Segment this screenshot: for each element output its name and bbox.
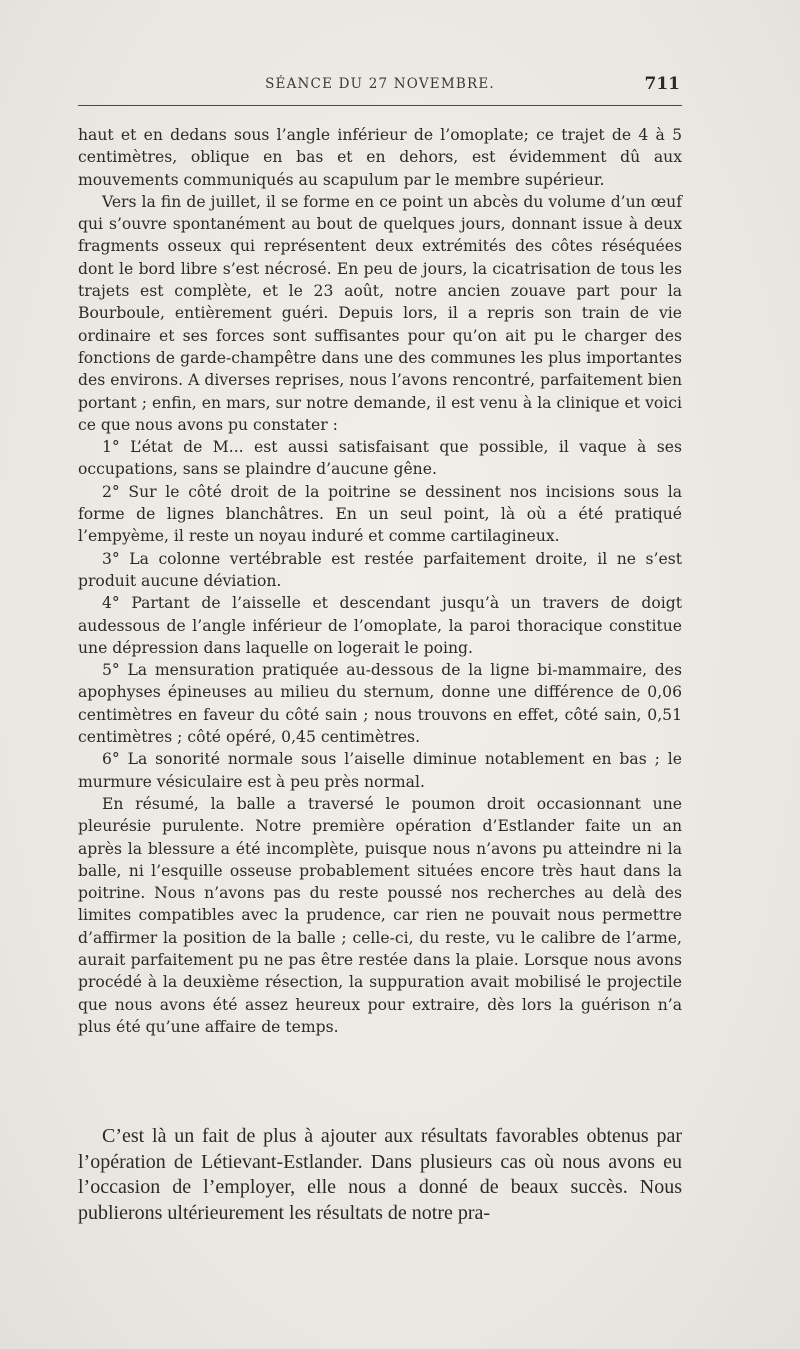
list-item-1: 1° L’état de M... est aussi satisfaisant que possible, il vaque à ses occupations, sans se plaindre d’aucune gêne. bbox=[78, 438, 682, 479]
paragraph-continued: haut et en dedans sous l’angle inférieur de l’omoplate; ce trajet de 4 à 5 centimètres, oblique en bas et en dehors, est évidemment dû aux mouvements communiqués au scapulum par le membre supérieur. bbox=[78, 126, 682, 189]
list-item-2: 2° Sur le côté droit de la poitrine se dessinent nos incisions sous la forme de lignes blanchâtres. En un seul point, là où a été pratiqué l’empyème, il reste un noyau induré et comme cartilagineux. bbox=[78, 482, 682, 546]
running-title: SÉANCE DU 27 NOVEMBRE. bbox=[265, 76, 495, 92]
summary-paragraph: En résumé, la balle a traversé le poumon droit occasionnant une pleurésie purulente. Notre première opération d’Estlander faite un an après la blessure a été incomplète, puisque nous n’avons pu atteindre ni la balle, ni l’esquille osseuse probablement situées encore très haut dans la poitrine. Nous n’avons pas du reste poussé nos recherches au delà des limites compatibles avec la prudence, car rien ne pouvait nous permettre d’affirmer la position de la balle ; celle-ci, du reste, vu le calibre de l’arme, aurait parfaitement pu ne pas être restée dans la plaie. Lorsque nous avons procédé à la deuxième résection, la suppuration avait mobilisé le projectile que nous avons été assez heureux pour extraire, dès lors la guérison n’a plus été qu’une affaire de temps. bbox=[78, 794, 682, 1036]
header-rule bbox=[78, 105, 682, 106]
list-item-5: 5° La mensuration pratiquée au-dessous de la ligne bi-mammaire, des apophyses épineuses au milieu du sternum, donne une différence de 0,06 centimètres en faveur du côté sain ; nous trouvons en effet, côté sain, 0,51 centimètres ; côté opéré, 0,45 centimètres. bbox=[78, 661, 682, 747]
main-text bbox=[78, 124, 682, 1038]
paragraph: Vers la fin de juillet, il se forme en ce point un abcès du volume d’un œuf qui s’ouvre spontanément au bout de quelques jours, donnant issue à deux fragments osseux qui représentent deux extrémités des côtes réséquées dont le bord libre s’est nécrosé. En peu de jours, la cicatrisation de tous les trajets est complète, et le 23 août, notre ancien zouave part pour la Bourboule, entièrement guéri. Depuis lors, il a repris son train de vie ordinaire et ses forces sont suffisantes pour qu’on ait pu le charger des fonctions de garde-champêtre dans une des communes les plus importantes des environs. A diverses reprises, nous l’avons rencontré, parfaitement bien portant ; enfin, en mars, sur notre demande, il est venu à la clinique et voici ce que nous avons pu constater : bbox=[78, 192, 682, 434]
list-item-3: 3° La colonne vertébrable est restée parfaitement droite, il ne s’est produit aucune déviation. bbox=[78, 549, 682, 590]
list-item-4: 4° Partant de l’aisselle et descendant jusqu’à un travers de doigt audessous de l’angle inférieur de l’omoplate, la paroi thoracique constitue une dépression dans laquelle on logerait le poing. bbox=[78, 594, 682, 657]
list-item-6: 6° La sonorité normale sous l’aiselle diminue notablement en bas ; le murmure vésiculaire est à peu près normal. bbox=[78, 750, 682, 791]
page-number: 711 bbox=[644, 74, 680, 94]
closing-text bbox=[78, 1124, 682, 1226]
closing-paragraph: C’est là un fait de plus à ajouter aux résultats favorables obtenus par l’opération de Létievant-Estlander. Dans plusieurs cas où nous avons eu l’occasion de l’employer, elle nous a donné de beaux succès. Nous publierons ultérieurement les résultats de notre pra- bbox=[78, 1125, 682, 1224]
page-header bbox=[76, 76, 684, 98]
